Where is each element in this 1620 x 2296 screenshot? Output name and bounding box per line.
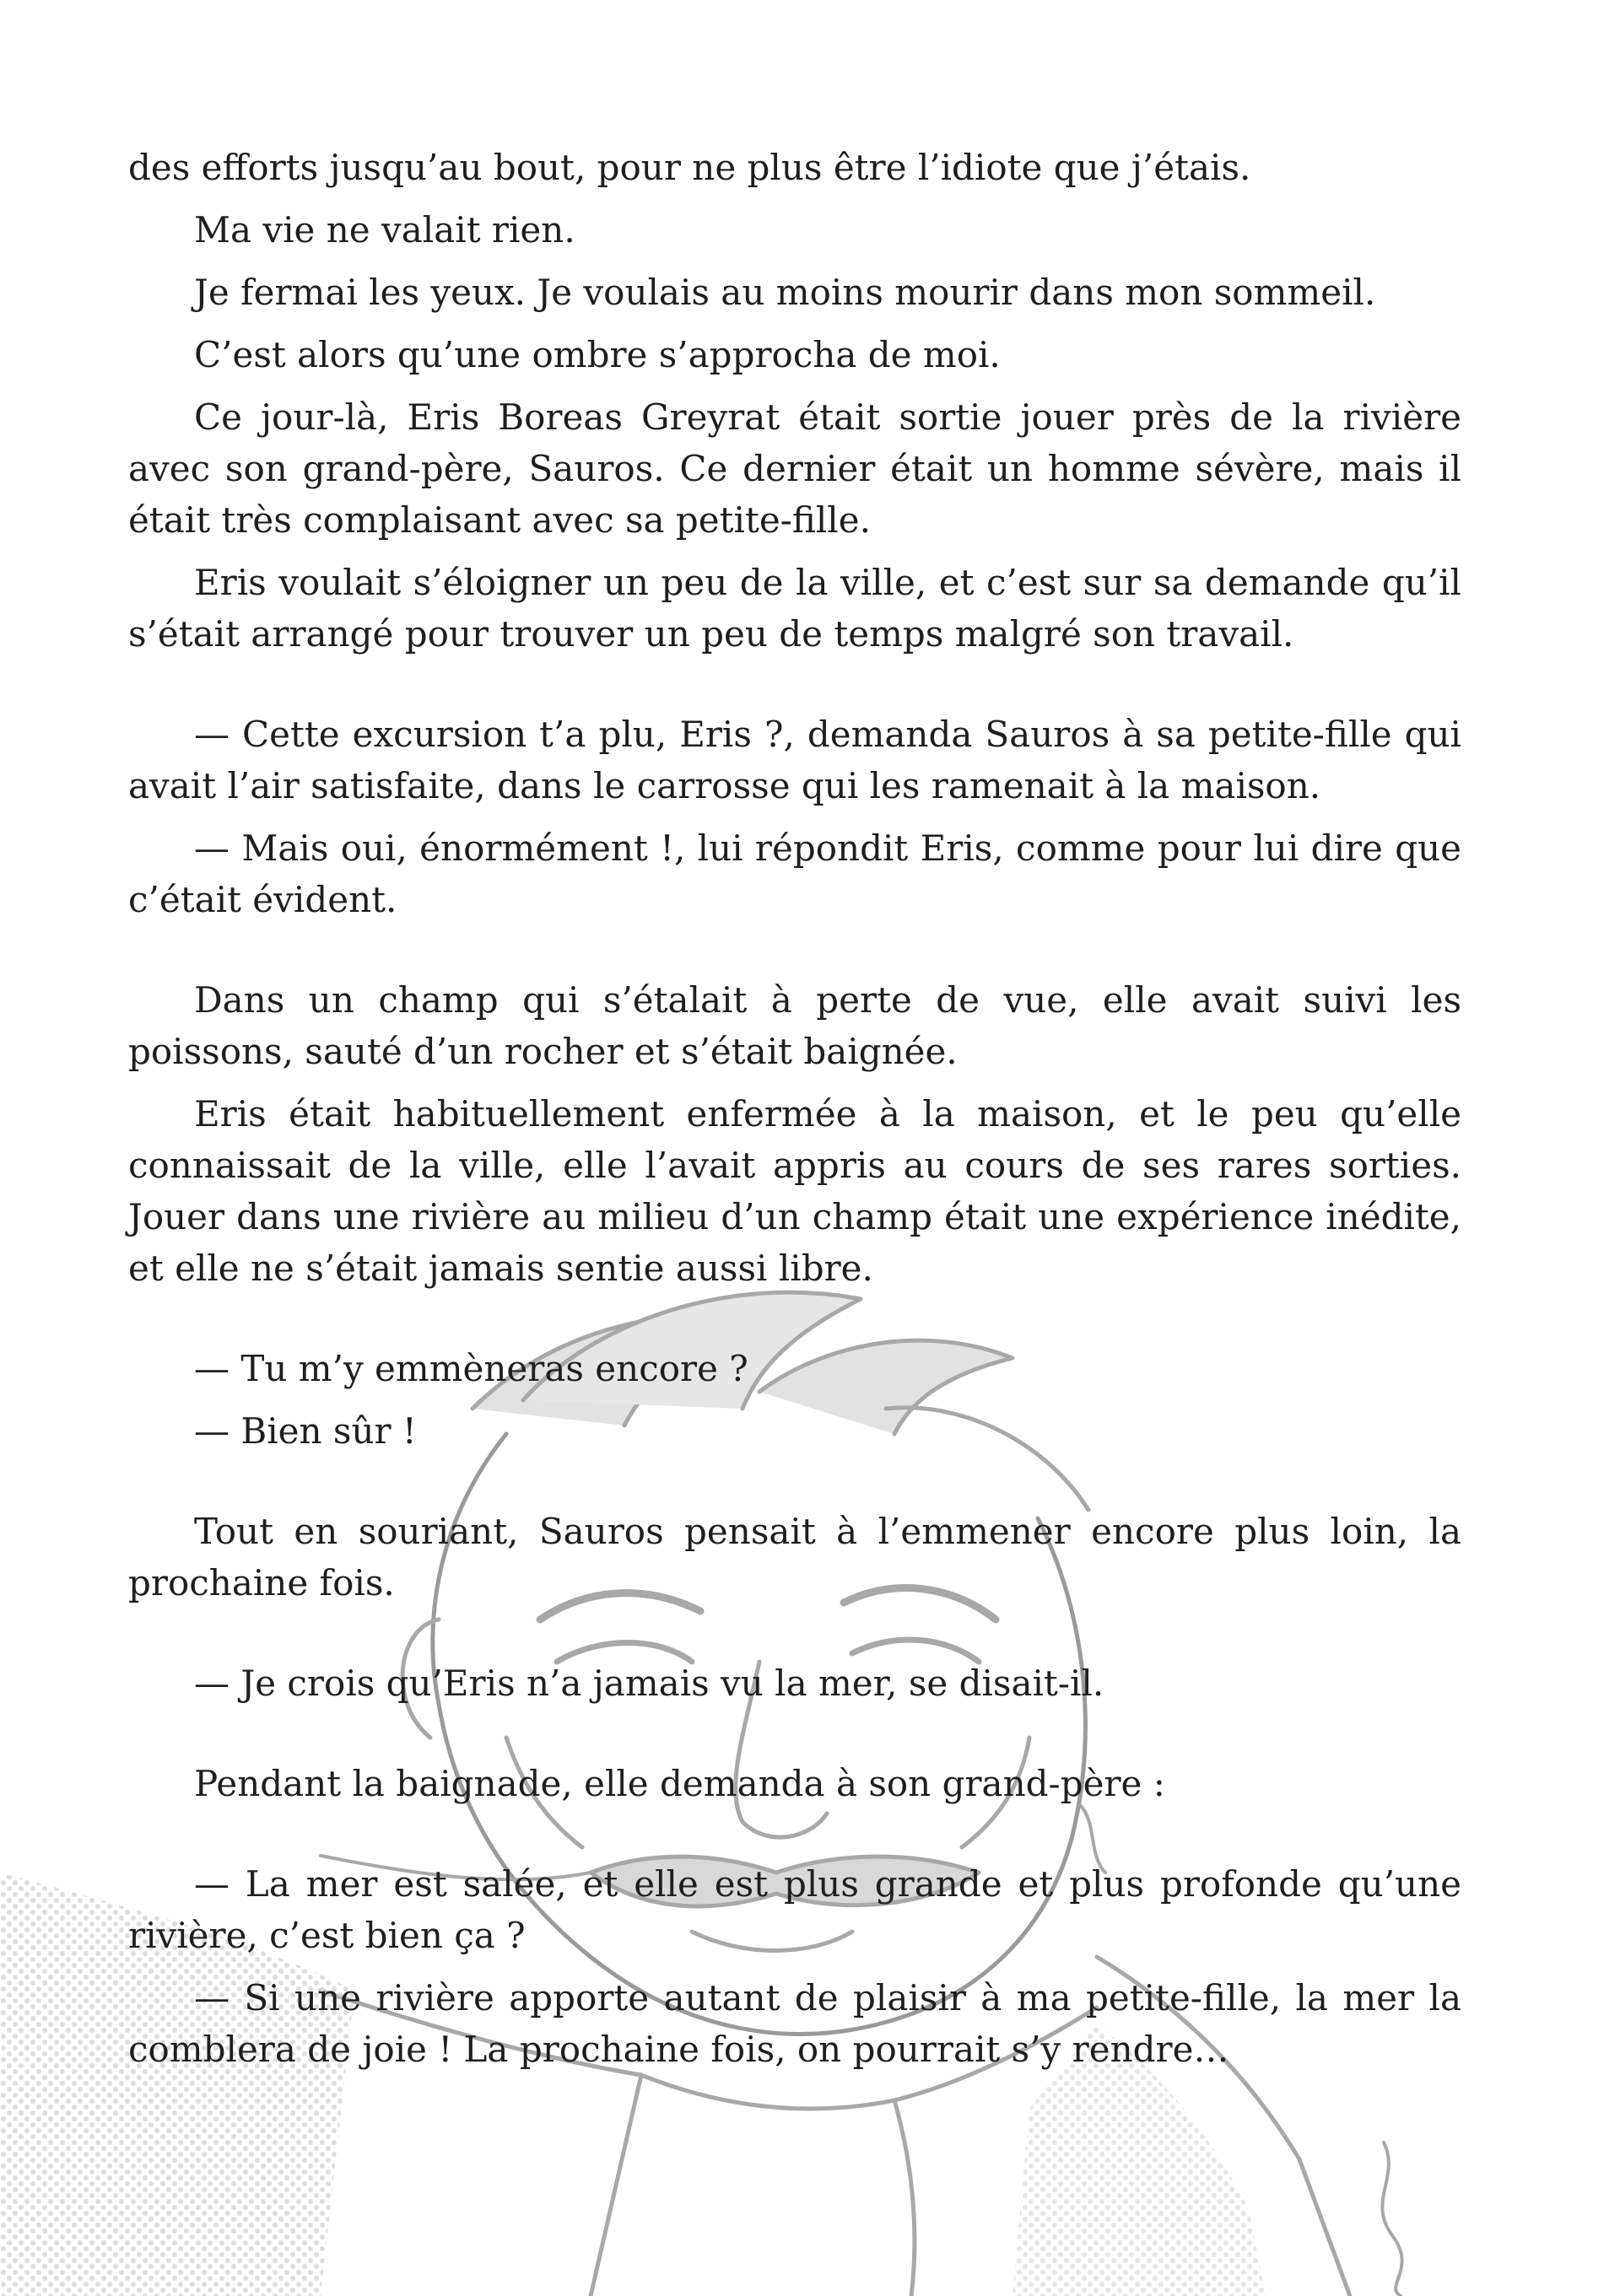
paragraph: Tout en souriant, Sauros pensait à l’emmener encore plus loin, la prochaine fois. [128, 1511, 1461, 1603]
dialogue-line: — Mais oui, énormément !, lui répondit Eris, comme pour lui dire que c’était évident. [128, 827, 1461, 920]
dialogue-line: — Tu m’y emmèneras encore ? [194, 1348, 748, 1389]
dialogue-line: — La mer est salée, et elle est plus grande et plus profonde qu’une rivière, c’est bien ça ? [128, 1863, 1461, 1956]
page-body [128, 142, 1461, 2075]
paragraph: Ce jour-là, Eris Boreas Greyrat était sortie jouer près de la rivière avec son grand-père, Sauros. Ce dernier était un homme sévère, mais il était très complaisant avec sa petite-fille. [128, 396, 1461, 541]
dialogue-line: — Je crois qu’Eris n’a jamais vu la mer, se disait-il. [194, 1663, 1104, 1704]
paragraph: Pendant la baignade, elle demanda à son grand-père : [194, 1763, 1165, 1804]
paragraph: C’est alors qu’une ombre s’approcha de moi. [194, 334, 1001, 375]
paragraph: Je fermai les yeux. Je voulais au moins mourir dans mon sommeil. [194, 272, 1376, 313]
paragraph: des efforts jusqu’au bout, pour ne plus être l’idiote que j’étais. [128, 147, 1251, 188]
paragraph: Eris voulait s’éloigner un peu de la ville, et c’est sur sa demande qu’il s’était arrangé pour trouver un peu de temps malgré son travail. [128, 562, 1461, 655]
paragraph: Ma vie ne valait rien. [194, 209, 575, 251]
paragraph: Eris était habituellement enfermée à la maison, et le peu qu’elle connaissait de la ville, elle l’avait appris au cours de ses rares sorties. Jouer dans une rivière au milieu d’un champ était une expérience inédite, et elle ne s’était jamais sentie aussi libre. [128, 1093, 1461, 1289]
paragraph: Dans un champ qui s’étalait à perte de vue, elle avait suivi les poissons, sauté d’un rocher et s’était baignée. [128, 979, 1461, 1072]
dialogue-line: — Bien sûr ! [194, 1410, 417, 1452]
dialogue-line: — Cette excursion t’a plu, Eris ?, demanda Sauros à sa petite-fille qui avait l’air satisfaite, dans le carrosse qui les ramenait à la maison. [128, 714, 1461, 806]
dialogue-line: — Si une rivière apporte autant de plaisir à ma petite-fille, la mer la comblera de joie ! La prochaine fois, on pourrait s’y rendre… [128, 1977, 1461, 2070]
